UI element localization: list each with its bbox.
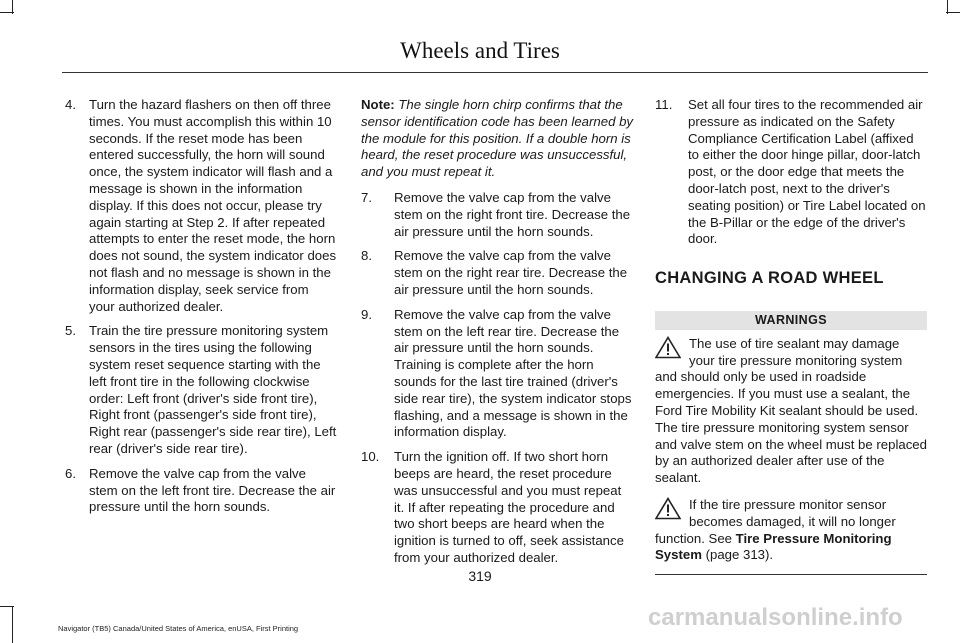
list-item [361,248,633,298]
step-number: 6. [65,465,76,481]
column-1 [65,97,337,524]
warning-block [655,336,927,487]
section-heading: CHANGING A ROAD WHEEL [655,269,884,288]
step-number: 9. [361,306,372,322]
list-item [361,307,633,441]
warning-triangle-icon [655,336,683,360]
step-text: Remove the valve cap from the valve stem on the left rear tire. Decrease the air pressure until the horn sounds. Training is complete after the horn sounds for the last tire trained (driver's side rear tire), the system indicator stops flashing, and a message is shown in the information display. [394,306,632,440]
list-item [655,97,927,248]
step-number: 11. [655,97,673,112]
step-text: Turn the hazard flashers on then off three times. You must accomplish this within 10 seconds. If the reset mode has been entered successfully, the horn will sound once, the system indicator will flash and a message is shown in the information display. If this does not occur, please try again starting at Step 2. If after repeated attempts to enter the reset mode, the horn does not sound, the system indicator does not flash and no message is shown in the information display, seek service from your authorized dealer. [89,97,337,314]
see-label: See [708,530,732,546]
step-text: Train the tire pressure monitoring system sensors in the tires using the following system reset sequence starting with the left front tire in the following clockwise order: Left front (driver's side front tire), Right front (passenger's side front tire), Right rear (passenger's side rear tire), Left rear (driver's side rear tire). [89,323,337,456]
warnings-heading: WARNINGS [655,311,927,330]
list-item [65,323,337,457]
step-number: 7. [361,189,372,205]
watermark: carmanualsonline.info [648,604,903,631]
header-divider [62,72,928,73]
column-2 [361,97,633,575]
warning-block [655,497,927,564]
warning-triangle-icon [655,497,683,521]
step-number: 4. [65,97,76,112]
page-number: 319 [468,568,492,584]
crop-mark [0,606,14,607]
crop-mark [946,12,960,13]
note [361,97,633,181]
list-item [361,449,633,567]
step-text: Remove the valve cap from the valve stem on the right rear tire. Decrease the air pressure until the horn sounds. [394,248,628,297]
page-reference: (page 313). [705,547,774,563]
note-text: The single horn chirp confirms that the sensor identification code has been learned by the module for this position. If a double horn is heard, the reset procedure was unsuccessful, and you must repeat it. [361,97,633,180]
list-item [65,466,337,516]
step-number: 5. [65,323,76,339]
step-text: Set all four tires to the recommended air pressure as indicated on the Safety Compliance Certification Label (affixed to either the door hinge pillar, door-latch post, or the door edge that meets the door-latch post, next to the driver's seating position) or Tire Label located on the B-Pillar or the edge of the driver's door. [688,97,926,247]
list-item [65,97,337,315]
step-text: Remove the valve cap from the valve stem on the left front tire. Decrease the air pressure until the horn sounds. [89,465,336,515]
note-label: Note: [361,97,395,112]
column-3 [655,97,927,575]
warning-text: If the tire pressure monitor sensor becomes damaged, it will no longer function. [655,496,896,546]
list-item [361,190,633,240]
page-title: Wheels and Tires [400,38,560,63]
cross-reference-link[interactable]: Tire Pressure Monitoring System [655,530,892,563]
warning-text: The use of tire sealant may damage your tire pressure monitoring system and should only be used in roadside emergencies. If you must use a sealant, the Ford Tire Mobility Kit sealant should be used. The tire pressure monitoring system sensor and valve stem on the wheel must be replaced by an authorized dealer after use of the sealant. [655,335,927,486]
step-number: 10. [361,449,380,465]
step-number: 8. [361,248,372,264]
crop-mark [12,606,13,643]
step-text: Remove the valve cap from the valve stem on the right front tire. Decrease the air pressure until the horn sounds. [394,189,631,239]
footer-text: Navigator (TB5) Canada/United States of America, enUSA, First Printing [58,624,299,633]
crop-mark [0,12,14,13]
step-text: Turn the ignition off. If two short horn beeps are heard, the reset procedure was unsuccessful and you must repeat it. If after repeating the procedure and two short beeps are heard when the ignition is turned to off, seek assistance from your authorized dealer. [394,449,624,565]
